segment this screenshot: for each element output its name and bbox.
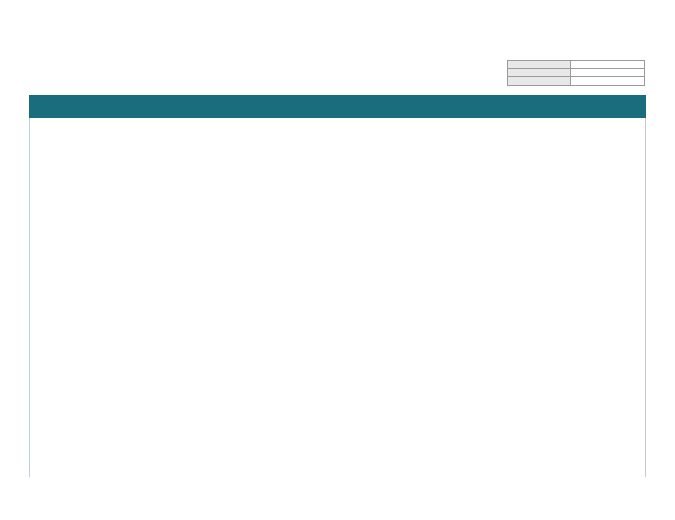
page-title (31, 37, 33, 54)
height-cm-label (508, 69, 571, 77)
table-header (29, 95, 646, 118)
data-table (29, 95, 646, 477)
height-cm-value[interactable] (571, 69, 645, 77)
height-row-total (508, 77, 645, 85)
height-input-table (507, 60, 645, 86)
table-right-border (645, 118, 646, 477)
height-m-label (508, 61, 571, 69)
height-total-value (571, 77, 645, 85)
height-row-cm (508, 69, 645, 77)
height-total-label (508, 77, 571, 85)
height-row-m (508, 61, 645, 69)
height-m-value[interactable] (571, 61, 645, 69)
table-left-border (29, 118, 30, 477)
